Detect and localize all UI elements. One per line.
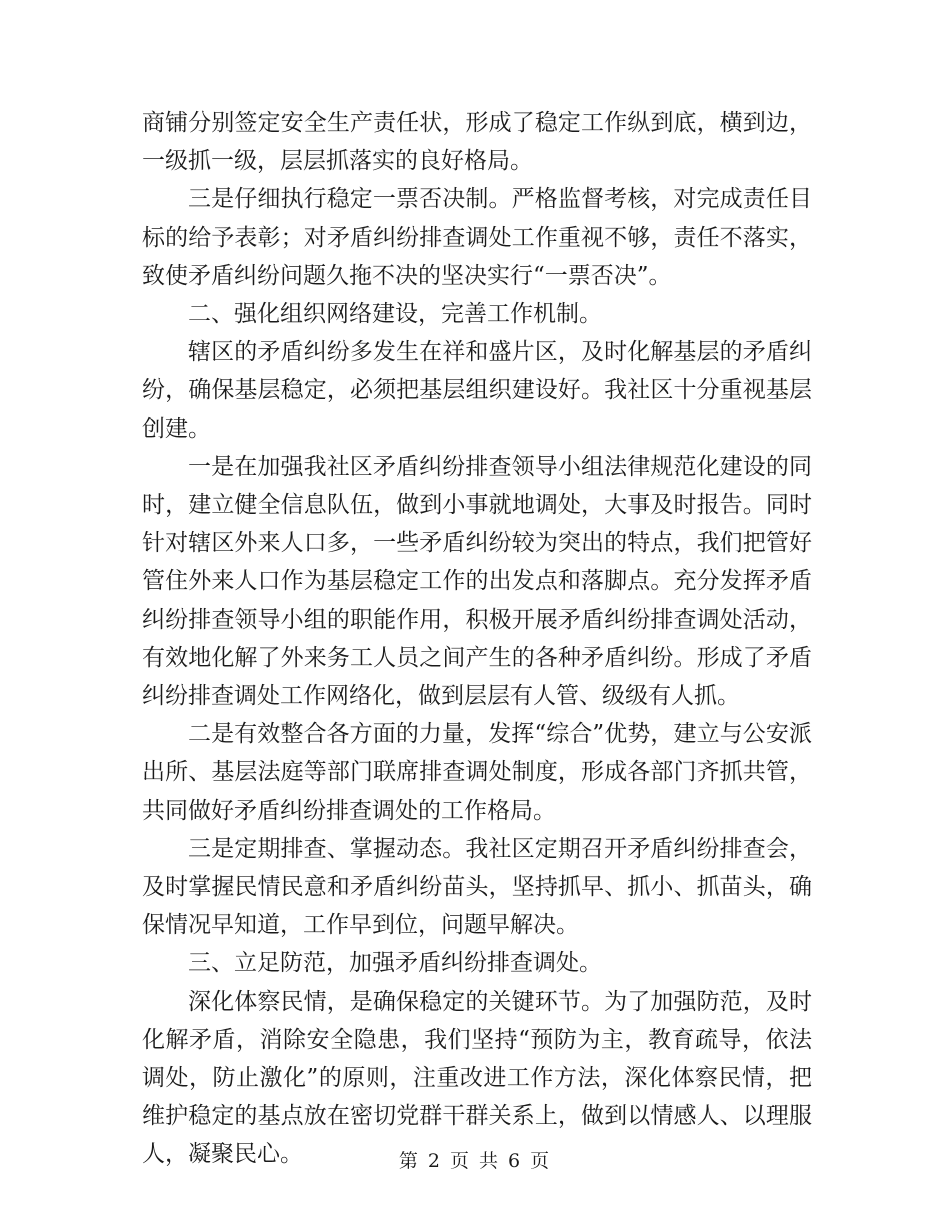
body-text [142,104,812,1174]
paragraph-continuation: 商铺分别签定安全生产责任状，形成了稳定工作纵到底，横到边，一级抓一级，层层抓落实的良好格局。 [142,110,812,175]
paragraph-veto-system: 三是仔细执行稳定一票否决制。严格监督考核，对完成责任目标的给予表彰；对矛盾纠纷排查调处工作重视不够，责任不落实，致使矛盾纠纷问题久拖不决的坚决实行“一票否决”。 [142,186,812,289]
paragraph-prevention: 深化体察民情，是确保稳定的关键环节。为了加强防范，及时化解矛盾，消除安全隐患，我们坚持“预防为主，教育疏导，依法调处，防止激化”的原则，注重改进工作方法，深化体察民情，把维护稳定的基点放在密切党群干群关系上，做到以情感人、以理服人，凝聚民心。 [142,988,812,1168]
section-heading-3: 三、立足防范，加强矛盾纠纷排查调处。 [188,950,602,977]
paragraph-first-measure: 一是在加强我社区矛盾纠纷排查领导小组法律规范化建设的同时，建立健全信息队伍，做到小事就地调处，大事及时报告。同时针对辖区外来人口多，一些矛盾纠纷较为突出的特点，我们把管好管住外来人口作为基层稳定工作的出发点和落脚点。充分发挥矛盾纠纷排查领导小组的职能作用，积极开展矛盾纠纷排查调处活动，有效地化解了外来务工人员之间产生的各种矛盾纠纷。形成了矛盾纠纷排查调处工作网络化，做到层层有人管、级级有人抓。 [142,453,812,710]
page-number-footer: 第 2 页 共 6 页 [398,1150,552,1172]
paragraph-third-measure: 三是定期排查、掌握动态。我社区定期召开矛盾纠纷排查会，及时掌握民情民意和矛盾纠纷苗头，坚持抓早、抓小、抓苗头，确保情况早知道，工作早到位，问题早解决。 [142,835,812,939]
section-heading-2: 二、强化组织网络建设，完善工作机制。 [188,301,602,328]
paragraph-district-disputes: 辖区的矛盾纠纷多发生在祥和盛片区，及时化解基层的矛盾纠纷，确保基层稳定，必须把基层组织建设好。我社区十分重视基层创建。 [142,339,812,442]
paragraph-second-measure: 二是有效整合各方面的力量，发挥“综合”优势，建立与公安派出所、基层法庭等部门联席排查调处制度，形成各部门齐抓共管，共同做好矛盾纠纷排查调处的工作格局。 [142,721,812,824]
